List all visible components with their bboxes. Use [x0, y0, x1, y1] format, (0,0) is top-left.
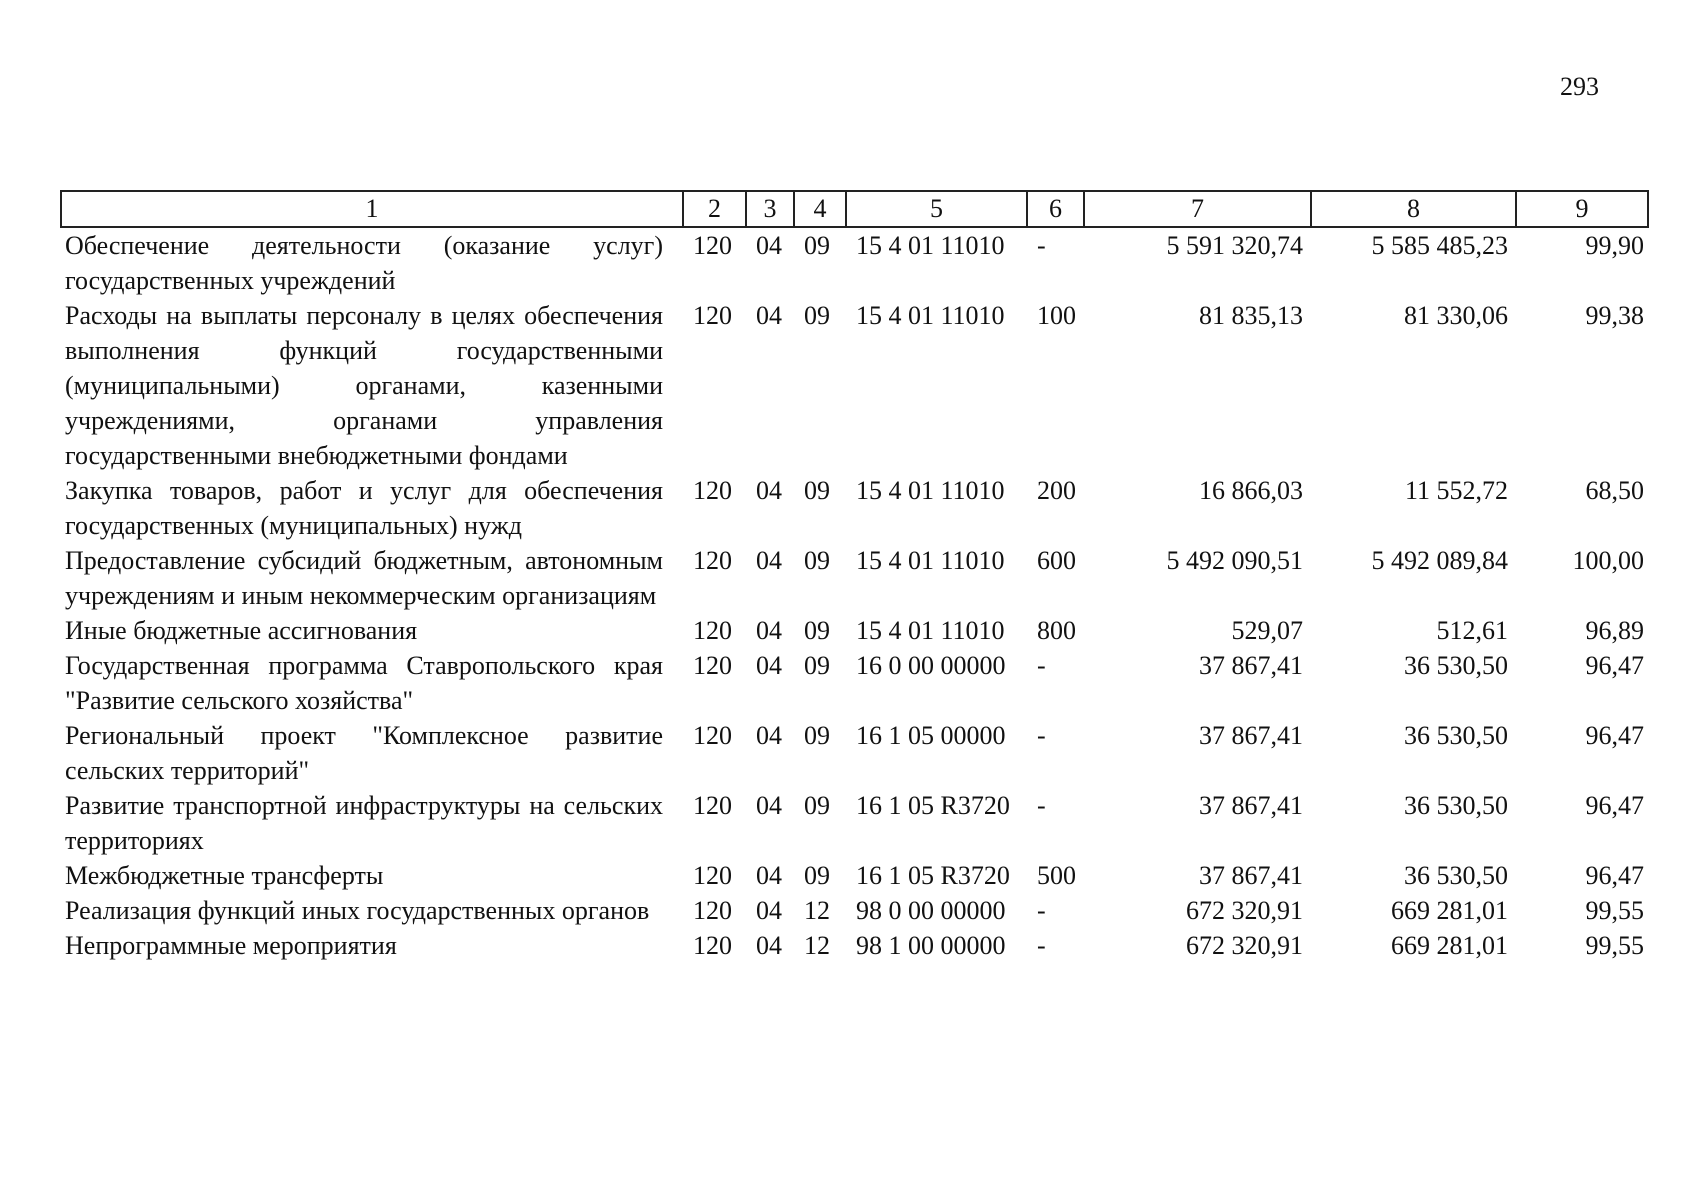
row-name-cell: Государственная программа Ставропольского края "Развитие сельского хозяйства" — [65, 651, 663, 715]
column-header: 1 — [61, 191, 683, 227]
row-code-cell: 120 — [693, 861, 732, 890]
row-name-cell: Межбюджетные трансферты — [65, 861, 384, 890]
row-section-cell: 04 — [756, 616, 782, 645]
row-code-cell: 120 — [693, 616, 732, 645]
row-planned-cell: 672 320,91 — [1186, 896, 1303, 925]
row-name-cell: Обеспечение деятельности (оказание услуг) государственных учреждений — [65, 231, 663, 295]
table-row — [61, 473, 1648, 543]
row-code-cell: 120 — [693, 231, 732, 260]
page-number: 293 — [1560, 72, 1599, 101]
row-code-cell: 120 — [693, 651, 732, 680]
row-percent-cell: 99,90 — [1585, 231, 1644, 260]
table-row — [61, 788, 1648, 858]
row-expense-type-cell: 800 — [1037, 616, 1076, 645]
row-code-cell: 120 — [693, 546, 732, 575]
row-code-cell: 120 — [693, 931, 732, 960]
row-planned-cell: 5 492 090,51 — [1166, 546, 1303, 575]
table-row — [61, 893, 1648, 928]
table-row — [61, 543, 1648, 613]
row-section-cell: 04 — [756, 476, 782, 505]
row-name-cell: Расходы на выплаты персоналу в целях обеспечения выполнения функций государственными (муниципальными) органами, казенными учреждениями, органами управления государственными внебюджетными фондами — [65, 301, 663, 470]
row-expense-type-cell: 100 — [1037, 301, 1076, 330]
row-expense-type-cell: 600 — [1037, 546, 1076, 575]
row-subsection-cell: 09 — [804, 721, 830, 750]
row-code-cell: 120 — [693, 476, 732, 505]
row-section-cell: 04 — [756, 896, 782, 925]
row-article-cell: 15 4 01 11010 — [856, 476, 1005, 505]
row-percent-cell: 96,47 — [1585, 791, 1644, 820]
row-section-cell: 04 — [756, 301, 782, 330]
row-subsection-cell: 09 — [804, 651, 830, 680]
table-body — [61, 227, 1648, 963]
row-name-cell: Предоставление субсидий бюджетным, автономным учреждениям и иным некоммерческим организациям — [65, 546, 663, 610]
row-expense-type-cell: - — [1037, 896, 1046, 925]
row-executed-cell: 512,61 — [1436, 616, 1508, 645]
row-planned-cell: 5 591 320,74 — [1166, 231, 1303, 260]
column-header: 9 — [1516, 191, 1648, 227]
row-name-cell: Развитие транспортной инфраструктуры на сельских территориях — [65, 791, 663, 855]
row-planned-cell: 37 867,41 — [1199, 791, 1303, 820]
row-subsection-cell: 09 — [804, 791, 830, 820]
row-article-cell: 15 4 01 11010 — [856, 616, 1005, 645]
row-article-cell: 15 4 01 11010 — [856, 546, 1005, 575]
row-executed-cell: 5 585 485,23 — [1371, 231, 1508, 260]
row-expense-type-cell: 200 — [1037, 476, 1076, 505]
column-header: 2 — [683, 191, 746, 227]
row-name-cell: Региональный проект "Комплексное развитие сельских территорий" — [65, 721, 663, 785]
row-planned-cell: 672 320,91 — [1186, 931, 1303, 960]
column-header: 4 — [794, 191, 846, 227]
row-subsection-cell: 09 — [804, 476, 830, 505]
row-article-cell: 15 4 01 11010 — [856, 301, 1005, 330]
row-percent-cell: 96,47 — [1585, 721, 1644, 750]
column-header: 6 — [1027, 191, 1084, 227]
table-row — [61, 718, 1648, 788]
row-section-cell: 04 — [756, 721, 782, 750]
row-subsection-cell: 09 — [804, 616, 830, 645]
row-percent-cell: 100,00 — [1572, 546, 1644, 575]
row-planned-cell: 37 867,41 — [1199, 651, 1303, 680]
row-name-cell: Реализация функций иных государственных органов — [65, 896, 650, 925]
row-executed-cell: 81 330,06 — [1404, 301, 1508, 330]
budget-table — [60, 190, 1649, 963]
row-expense-type-cell: - — [1037, 721, 1046, 750]
row-percent-cell: 68,50 — [1585, 476, 1644, 505]
row-subsection-cell: 12 — [804, 931, 830, 960]
row-section-cell: 04 — [756, 546, 782, 575]
row-planned-cell: 37 867,41 — [1199, 721, 1303, 750]
row-name-cell: Иные бюджетные ассигнования — [65, 616, 418, 645]
row-percent-cell: 96,89 — [1585, 616, 1644, 645]
table-row — [61, 648, 1648, 718]
row-percent-cell: 96,47 — [1585, 861, 1644, 890]
column-header: 3 — [746, 191, 794, 227]
row-expense-type-cell: 500 — [1037, 861, 1076, 890]
table-row — [61, 928, 1648, 963]
row-article-cell: 98 0 00 00000 — [856, 896, 1006, 925]
column-header: 8 — [1311, 191, 1516, 227]
row-section-cell: 04 — [756, 931, 782, 960]
row-executed-cell: 36 530,50 — [1404, 721, 1508, 750]
row-planned-cell: 81 835,13 — [1199, 301, 1303, 330]
row-section-cell: 04 — [756, 791, 782, 820]
row-percent-cell: 99,38 — [1585, 301, 1644, 330]
row-article-cell: 16 1 05 R3720 — [856, 791, 1010, 820]
row-article-cell: 15 4 01 11010 — [856, 231, 1005, 260]
row-executed-cell: 36 530,50 — [1404, 651, 1508, 680]
row-name-cell: Закупка товаров, работ и услуг для обеспечения государственных (муниципальных) нужд — [65, 476, 663, 540]
row-subsection-cell: 09 — [804, 231, 830, 260]
row-section-cell: 04 — [756, 651, 782, 680]
row-code-cell: 120 — [693, 791, 732, 820]
row-article-cell: 98 1 00 00000 — [856, 931, 1006, 960]
row-executed-cell: 11 552,72 — [1404, 476, 1508, 505]
row-planned-cell: 529,07 — [1231, 616, 1303, 645]
row-planned-cell: 16 866,03 — [1199, 476, 1303, 505]
row-subsection-cell: 12 — [804, 896, 830, 925]
row-code-cell: 120 — [693, 721, 732, 750]
row-name-cell: Непрограммные мероприятия — [65, 931, 397, 960]
row-percent-cell: 99,55 — [1585, 931, 1644, 960]
row-executed-cell: 36 530,50 — [1404, 861, 1508, 890]
row-article-cell: 16 0 00 00000 — [856, 651, 1006, 680]
table-row — [61, 298, 1648, 473]
column-header: 7 — [1084, 191, 1311, 227]
row-subsection-cell: 09 — [804, 301, 830, 330]
row-article-cell: 16 1 05 00000 — [856, 721, 1006, 750]
table-row — [61, 858, 1648, 893]
row-executed-cell: 669 281,01 — [1391, 896, 1508, 925]
row-expense-type-cell: - — [1037, 231, 1046, 260]
row-executed-cell: 669 281,01 — [1391, 931, 1508, 960]
row-section-cell: 04 — [756, 861, 782, 890]
row-expense-type-cell: - — [1037, 651, 1046, 680]
row-percent-cell: 96,47 — [1585, 651, 1644, 680]
row-expense-type-cell: - — [1037, 791, 1046, 820]
header-row — [61, 191, 1648, 227]
row-planned-cell: 37 867,41 — [1199, 861, 1303, 890]
table-row — [61, 613, 1648, 648]
row-section-cell: 04 — [756, 231, 782, 260]
row-code-cell: 120 — [693, 301, 732, 330]
row-percent-cell: 99,55 — [1585, 896, 1644, 925]
row-expense-type-cell: - — [1037, 931, 1046, 960]
row-subsection-cell: 09 — [804, 861, 830, 890]
row-executed-cell: 36 530,50 — [1404, 791, 1508, 820]
column-header: 5 — [846, 191, 1027, 227]
row-code-cell: 120 — [693, 896, 732, 925]
row-executed-cell: 5 492 089,84 — [1371, 546, 1508, 575]
table-row — [61, 227, 1648, 298]
row-article-cell: 16 1 05 R3720 — [856, 861, 1010, 890]
row-subsection-cell: 09 — [804, 546, 830, 575]
